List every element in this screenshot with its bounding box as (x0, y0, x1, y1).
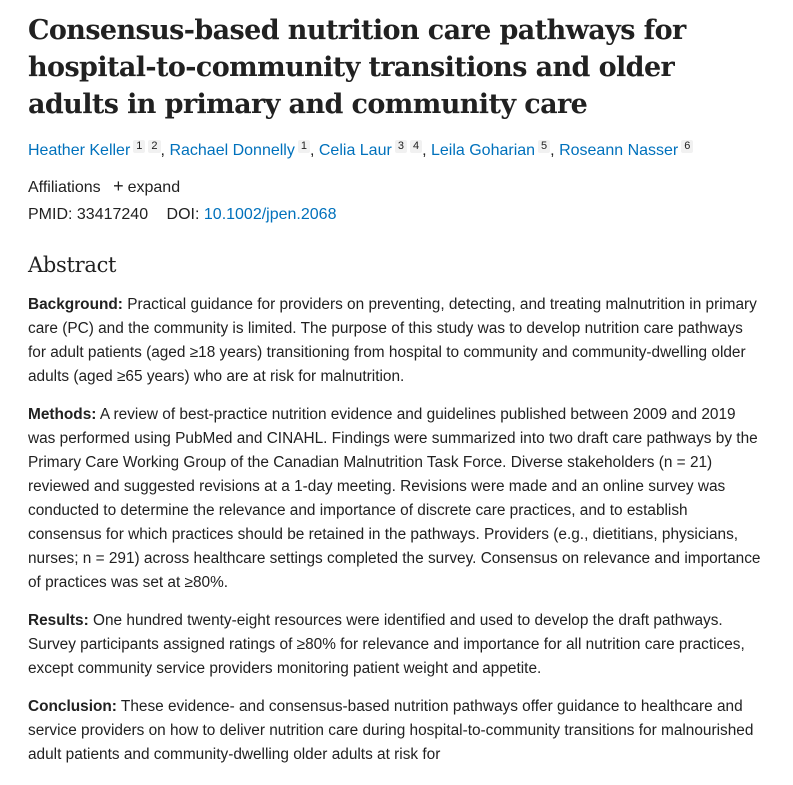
abstract-section-label: Background: (28, 296, 123, 313)
affiliations-label: Affiliations (28, 179, 101, 196)
affiliation-ref-badge[interactable]: 2 (148, 140, 160, 153)
abstract-background (28, 293, 765, 389)
author-separator: , (550, 142, 555, 159)
affiliations-row (28, 175, 765, 199)
pmid-label: PMID: (28, 206, 73, 223)
abstract-section-text: One hundred twenty-eight resources were identified and used to develop the draft pathways. Survey participants assigned ratings of ≥80% for relevance and importance for all nutrition care practices, except community service providers monitoring patient weight and appetite. (28, 612, 745, 677)
author-item (169, 142, 318, 159)
author-link-roseann-nasser[interactable]: Roseann Nasser (559, 142, 679, 159)
doi-label: DOI: (166, 206, 200, 223)
identifiers-row (28, 204, 765, 226)
author-item (28, 142, 169, 159)
author-item (319, 142, 431, 159)
abstract-section-text: These evidence- and consensus-based nutrition pathways offer guidance to healthcare and service providers on how to deliver nutrition care during hospital-to-community transitions for malnourished adult patients and community-dwelling older adults at risk for (28, 698, 754, 763)
author-link-heather-keller[interactable]: Heather Keller (28, 142, 131, 159)
affiliation-ref-badge[interactable]: 5 (538, 140, 550, 153)
author-link-celia-laur[interactable]: Celia Laur (318, 142, 392, 159)
author-link-rachael-donnelly[interactable]: Rachael Donnelly (169, 142, 295, 159)
abstract-results (28, 609, 765, 681)
affiliation-ref-badge[interactable]: 6 (681, 140, 693, 153)
authors-list (28, 139, 765, 163)
author-item (431, 142, 559, 159)
affiliation-ref-badge[interactable]: 4 (410, 140, 422, 153)
author-item (559, 142, 693, 159)
pmid-value: 33417240 (76, 206, 149, 223)
doi-link[interactable]: 10.1002/jpen.2068 (203, 206, 337, 223)
author-separator: , (160, 142, 165, 159)
affiliation-ref-badge[interactable]: 3 (395, 140, 407, 153)
abstract-section-label: Conclusion: (28, 698, 117, 715)
author-separator: , (422, 142, 427, 159)
abstract-section-label: Methods: (28, 406, 97, 423)
author-separator: , (309, 142, 315, 159)
abstract-methods (28, 403, 765, 595)
expand-label: expand (127, 179, 181, 196)
affiliation-ref-badge[interactable]: 1 (133, 140, 145, 153)
abstract-section-text: Practical guidance for providers on preventing, detecting, and treating malnutrition in primary care (PC) and the community is limited. The purpose of this study was to develop nutrition care pathways for adult patients (aged ≥18 years) transitioning from hospital to community and community-dwelling older adults (aged ≥65 years) who are at risk for malnutrition. (28, 296, 757, 385)
affiliation-ref-badge[interactable]: 1 (298, 140, 310, 153)
abstract-conclusion (28, 695, 765, 767)
author-link-leila-goharian[interactable]: Leila Goharian (430, 142, 536, 159)
article-title: Consensus-based nutrition care pathways for hospital-to-community transitions and older adults in primary and community care (28, 15, 686, 120)
abstract-section-text: A review of best-practice nutrition evidence and guidelines published between 2009 and 2019 was performed using PubMed and CINAHL. Findings were summarized into two draft care pathways by the Primary Care Working Group of the Canadian Malnutrition Task Force. Diverse stakeholders (n = 21) reviewed and suggested revisions at a 1-day meeting. Revisions were made and an online survey was conducted to determine the relevance and importance of discrete care practices, and to establish consensus for which practices should be retained in the pathways. Providers (e.g., dietitians, physicians, nurses; n = 291) across healthcare settings completed the survey. Consensus on relevance and importance of practices was set at ≥80%. (28, 406, 761, 591)
abstract-section-label: Results: (28, 612, 89, 629)
abstract-heading: Abstract (28, 253, 117, 277)
expand-affiliations-button[interactable] (113, 176, 181, 196)
plus-icon: + (113, 176, 124, 196)
